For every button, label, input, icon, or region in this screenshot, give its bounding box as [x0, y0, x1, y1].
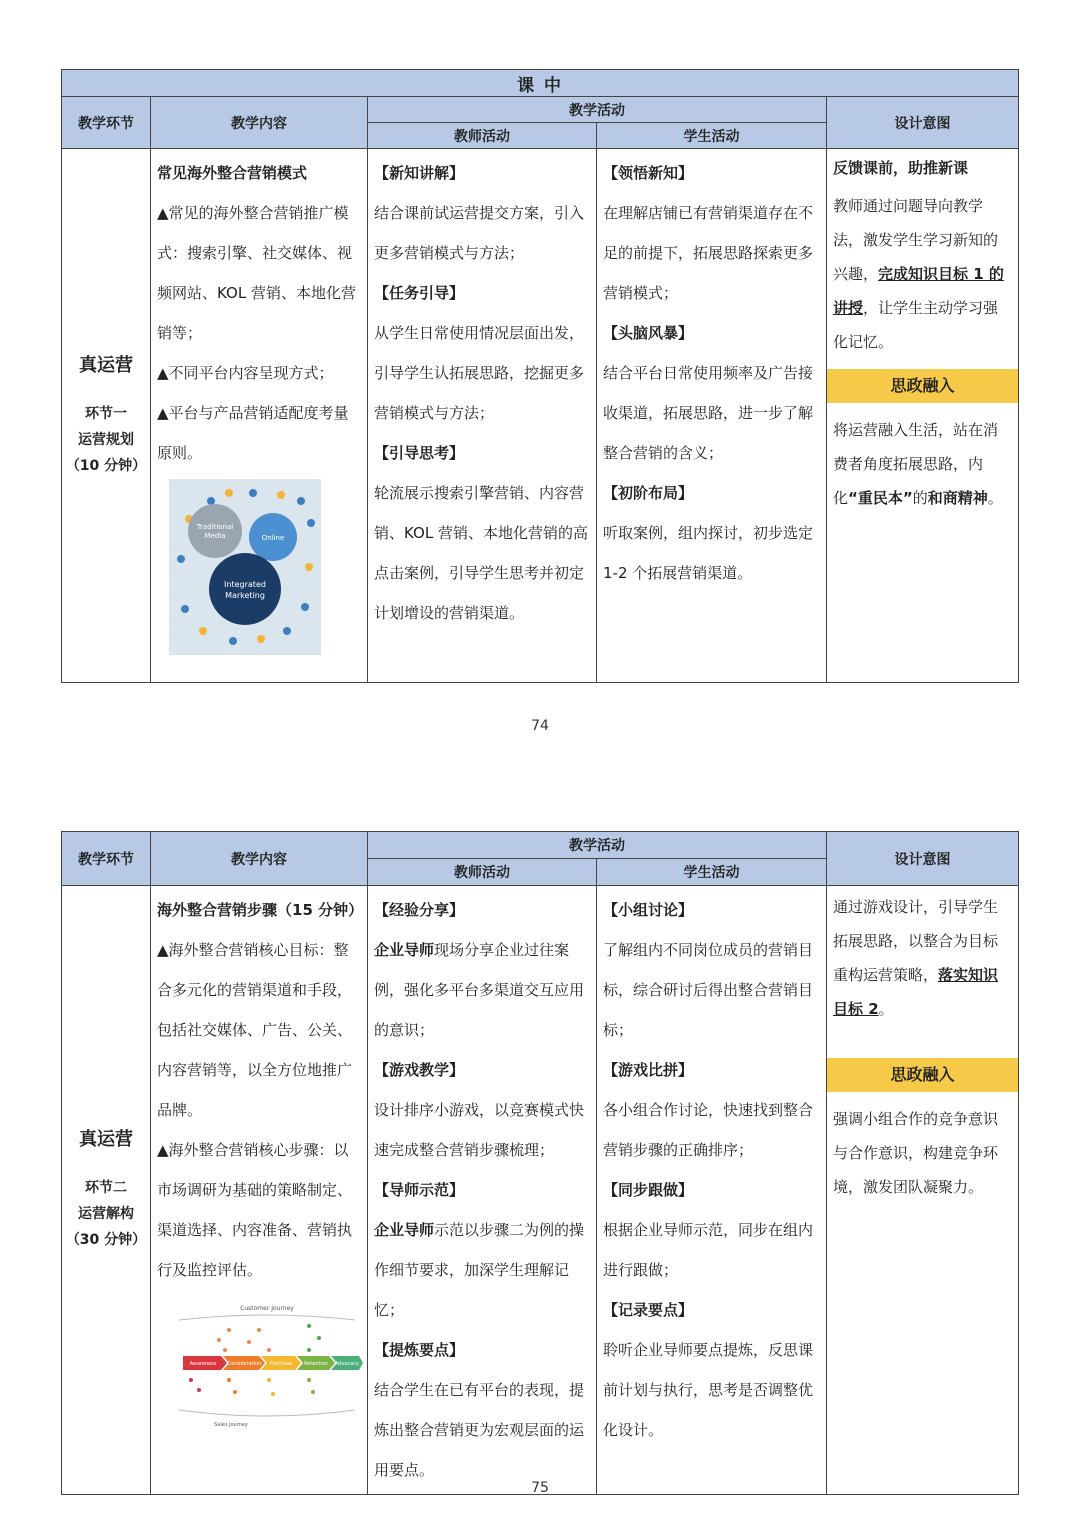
- header-teacher-2: 教师活动: [368, 859, 597, 886]
- student-head-3: 【初阶布局】: [603, 484, 694, 502]
- intent-p2e: 。: [987, 489, 1003, 507]
- content-cell-2: [151, 886, 368, 1495]
- stage-time: （10 分钟）: [65, 457, 147, 474]
- student2-head-2: 【游戏比拼】: [603, 1061, 694, 1079]
- intent-cell: [827, 149, 1019, 683]
- student-body-3: 听取案例，组内探讨，初步选定 1-2 个拓展营销渠道。: [603, 524, 814, 582]
- header-content-2: 教学内容: [151, 832, 368, 886]
- stage-time-2: （30 分钟）: [65, 1232, 147, 1248]
- lesson-table-1: [61, 69, 1019, 683]
- journey-step-3: Purchase: [269, 1361, 293, 1367]
- teacher2-text-3: 示范以步骤二为例的操作细节要求，加深学生理解记忆；: [374, 1221, 585, 1319]
- intent-title: 反馈课前，助推新课: [833, 159, 969, 177]
- lesson-table-2: [61, 831, 1019, 1495]
- stage-sub1-2: 环节二: [85, 1180, 127, 1196]
- header-student-2: 学生活动: [597, 859, 827, 886]
- header-intent: 设计意图: [827, 97, 1019, 149]
- student-body-1: 在理解店铺已有营销渠道存在不足的前提下，拓展思路探索更多营销模式；: [603, 204, 814, 302]
- teacher2-head-1: 【经验分享】: [374, 901, 465, 919]
- diagram-label-center-1: Integrated: [224, 580, 266, 589]
- intent-p2b: “重民本”: [848, 489, 913, 507]
- stage-main-2: 真运营: [79, 1129, 133, 1150]
- ideology-band-2: 思政融入: [827, 1058, 1018, 1092]
- intent-p2a: 将运营融入生活，站在消费者角度拓展思路，内化: [833, 421, 999, 507]
- intent-p2d: 和商精神: [927, 489, 988, 507]
- ideology-band: 思政融入: [827, 369, 1018, 403]
- journey-step-2: Consideration: [226, 1361, 262, 1367]
- content-point-2-2: ▲海外整合营销核心步骤：以市场调研为基础的策略制定、渠道选择、内容准备、营销执行及监控评估。: [157, 1141, 353, 1279]
- student-body-2: 结合平台日常使用频率及广告接收渠道，拓展思路，进一步了解整合营销的含义；: [603, 364, 814, 462]
- header-activity-2: 教学活动: [368, 832, 827, 859]
- content-title-2: 海外整合营销步骤（15 分钟）: [157, 901, 364, 919]
- intent-knowledge-goal: 完成知识目标 1 的讲授: [833, 265, 1004, 317]
- intent-cell-2: [827, 886, 1019, 1495]
- content-cell: [151, 149, 368, 683]
- header-stage: 教学环节: [62, 97, 151, 149]
- teacher-head-2: 【任务引导】: [374, 284, 465, 302]
- intent-text-b: ，让学生主动学习强化记忆。: [833, 299, 999, 351]
- diagram-label-left-1: Traditional: [196, 523, 234, 531]
- stage-sub2: 运营规划: [78, 431, 134, 448]
- intent-para-1: [827, 187, 1018, 361]
- student-head-1: 【领悟新知】: [603, 164, 694, 182]
- customer-journey-diagram: [169, 1300, 360, 1430]
- page-number-74: 74: [531, 718, 549, 734]
- teacher-cell: [368, 149, 597, 683]
- student2-body-2: 各小组合作讨论，快速找到整合营销步骤的正确排序；: [603, 1101, 814, 1159]
- integrated-marketing-diagram: [169, 479, 353, 655]
- student2-body-4: 聆听企业导师要点提炼，反思课前计划与执行，思考是否调整优化设计。: [603, 1341, 814, 1439]
- stage-sub1: 环节一: [85, 405, 127, 422]
- intent-p2c: 的: [912, 489, 928, 507]
- content-point-2-1: ▲海外整合营销核心目标：整合多元化的营销渠道和手段，包括社交媒体、广告、公关、内容营销等，以全方位地推广品牌。: [157, 941, 353, 1119]
- teacher2-body-4: 结合学生在已有平台的表现，提炼出整合营销更为宏观层面的运用要点。: [374, 1381, 585, 1479]
- header-teacher: 教师活动: [368, 123, 597, 149]
- teacher2-lead-1: 企业导师: [374, 941, 435, 959]
- teacher2-head-3: 【导师示范】: [374, 1181, 465, 1199]
- header-intent-2: 设计意图: [827, 832, 1019, 886]
- teacher-body-1: 结合课前试运营提交方案，引入更多营销模式与方法；: [374, 204, 585, 262]
- journey-footer: Sales Journey: [214, 1422, 248, 1428]
- stage-cell-2: [62, 886, 151, 1495]
- diagram-label-right: Online: [261, 534, 285, 542]
- student-head-2: 【头脑风暴】: [603, 324, 694, 342]
- teacher-cell-2: [368, 886, 597, 1495]
- journey-title: Customer Journey: [240, 1305, 294, 1312]
- teacher2-head-4: 【提炼要点】: [374, 1341, 465, 1359]
- teacher-body-3: 轮流展示搜索引擎营销、内容营销、KOL 营销、本地化营销的高点击案例，引导学生思考并初定计划增设的营销渠道。: [374, 484, 588, 622]
- teacher2-text-1: 现场分享企业过往案例，强化多平台多渠道交互应用的意识；: [374, 941, 585, 1039]
- stage-main: 真运营: [79, 354, 133, 376]
- teacher-body-2: 从学生日常使用情况层面出发，引导学生认拓展思路，挖掘更多营销模式与方法；: [374, 324, 585, 422]
- student-cell: [597, 149, 827, 683]
- journey-step-1: Awareness: [189, 1361, 217, 1367]
- section-banner: 课 中: [62, 70, 1019, 97]
- diagram-label-center-2: Marketing: [225, 591, 265, 600]
- journey-step-5: Advocacy: [334, 1361, 360, 1367]
- content-point-3: ▲平台与产品营销适配度考量原则。: [157, 404, 349, 462]
- student2-head-1: 【小组讨论】: [603, 901, 694, 919]
- intent2-knowledge-goal: 落实知识目标 2: [833, 966, 999, 1018]
- header-activity: 教学活动: [368, 97, 827, 123]
- page-number-75: 75: [531, 1480, 549, 1496]
- stage-sub2-2: 运营解构: [78, 1206, 134, 1222]
- intent-text-a: 教师通过问题导向教学法，激发学生学习新知的兴趣，: [833, 197, 999, 283]
- diagram-label-left-2: Media: [204, 532, 226, 540]
- student2-head-4: 【记录要点】: [603, 1301, 694, 1319]
- student2-body-3: 根据企业导师示范，同步在组内进行跟做；: [603, 1221, 814, 1279]
- intent2-text-b: 。: [878, 1000, 894, 1018]
- teacher2-body-2: 设计排序小游戏，以竞赛模式快速完成整合营销步骤梳理；: [374, 1101, 585, 1159]
- intent2-para-2: 强调小组合作的竞争意识与合作意识，构建竞争环境，激发团队凝聚力。: [833, 1110, 999, 1196]
- intent-para-2: [827, 411, 1018, 517]
- teacher-head-1: 【新知讲解】: [374, 164, 465, 182]
- student-cell-2: [597, 886, 827, 1495]
- intent2-para-1: [827, 886, 1018, 1028]
- content-point-2: ▲不同平台内容呈现方式；: [157, 364, 334, 382]
- header-student: 学生活动: [597, 123, 827, 149]
- teacher2-lead-3: 企业导师: [374, 1221, 435, 1239]
- student2-head-3: 【同步跟做】: [603, 1181, 694, 1199]
- teacher2-body-3: [374, 1210, 590, 1330]
- intent2-text-a: 通过游戏设计，引导学生拓展思路，以整合为目标重构运营策略，: [833, 898, 999, 984]
- header-stage-2: 教学环节: [62, 832, 151, 886]
- content-title: 常见海外整合营销模式: [157, 164, 308, 182]
- journey-step-4: Retention: [303, 1361, 329, 1367]
- student2-body-1: 了解组内不同岗位成员的营销目标，综合研讨后得出整合营销目标；: [603, 941, 814, 1039]
- stage-cell: [62, 149, 151, 683]
- teacher2-head-2: 【游戏教学】: [374, 1061, 465, 1079]
- content-point-1: ▲常见的海外整合营销推广模式：搜索引擎、社交媒体、视频网站、KOL 营销、本地化营销等；: [157, 204, 356, 342]
- header-content: 教学内容: [151, 97, 368, 149]
- teacher-head-3: 【引导思考】: [374, 444, 465, 462]
- teacher2-body-1: [374, 930, 590, 1050]
